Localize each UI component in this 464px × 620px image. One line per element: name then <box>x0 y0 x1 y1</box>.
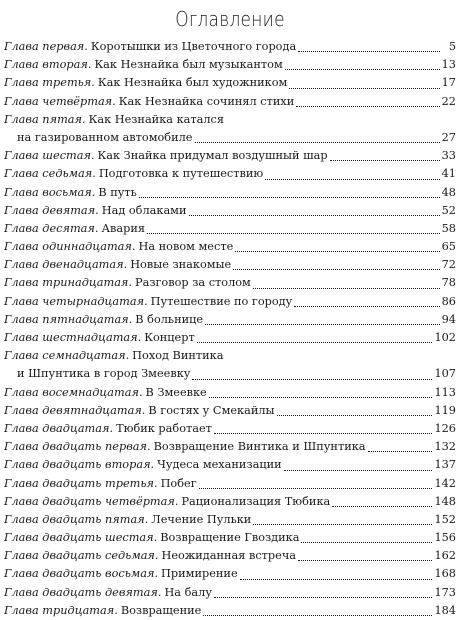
toc-entry[interactable] <box>4 256 456 274</box>
toc-entry-line <box>4 38 456 56</box>
dot-leader <box>332 506 432 507</box>
chapter-title: Как Незнайка катался <box>88 112 225 126</box>
chapter-label: Глава семнадцатая. <box>4 349 130 363</box>
toc-entry[interactable] <box>4 420 456 438</box>
toc-entry-line <box>4 511 456 529</box>
toc-entry-line-continued <box>4 365 456 383</box>
page-number: 152 <box>434 512 456 526</box>
page-number: 48 <box>441 185 456 199</box>
dot-leader <box>189 215 440 216</box>
chapter-label: Глава седьмая. <box>4 167 96 181</box>
chapter-title: На балу <box>164 585 212 599</box>
dot-leader <box>195 142 440 143</box>
toc-entry[interactable] <box>4 274 456 292</box>
chapter-title: На новом месте <box>138 240 234 254</box>
page-number: 142 <box>434 476 456 490</box>
toc-entry[interactable] <box>4 547 456 565</box>
toc-entry-line <box>4 384 456 402</box>
chapter-title-continued: на газированном автомобиле <box>17 130 193 144</box>
toc-entry-line <box>4 475 456 493</box>
chapter-label: Глава шестая. <box>4 149 95 163</box>
dot-leader <box>298 560 432 561</box>
chapter-label: Глава третья. <box>4 76 95 90</box>
chapter-title: Путешествие по городу <box>150 294 293 308</box>
chapter-label: Глава двадцать третья. <box>4 476 158 490</box>
dot-leader <box>235 251 439 252</box>
toc-entry[interactable] <box>4 202 456 220</box>
chapter-label: Глава одиннадцатая. <box>4 240 136 254</box>
toc-entry[interactable] <box>4 475 456 493</box>
dot-leader <box>289 88 439 89</box>
page-number: 113 <box>434 385 456 399</box>
toc-entry[interactable] <box>4 93 456 111</box>
toc-entry[interactable] <box>4 402 456 420</box>
toc-entry[interactable] <box>4 602 456 620</box>
chapter-label: Глава четвёртая. <box>4 94 116 108</box>
dot-leader <box>214 433 433 434</box>
chapter-title: Поход Винтика <box>132 349 224 363</box>
page-number: 52 <box>441 203 456 217</box>
toc-entry[interactable] <box>4 511 456 529</box>
chapter-title: В больнице <box>135 312 204 326</box>
page-number: 168 <box>434 567 456 581</box>
toc-entry[interactable] <box>4 384 456 402</box>
chapter-title-continued: и Шпунтика в город Змеевку <box>17 367 191 381</box>
toc-entry-line <box>4 493 456 511</box>
toc-entry-line <box>4 565 456 583</box>
chapter-label: Глава девятнадцатая. <box>4 403 146 417</box>
page-number: 184 <box>434 603 456 617</box>
chapter-title: В путь <box>98 185 137 199</box>
toc-entry-line <box>4 438 456 456</box>
chapter-title: Возвращение Винтика и Шпунтика <box>153 440 366 454</box>
toc-entry-line <box>4 584 456 602</box>
dot-leader <box>253 288 440 289</box>
chapter-label: Глава тринадцатая. <box>4 276 133 290</box>
chapter-label: Глава четырнадцатая. <box>4 294 148 308</box>
dot-leader <box>330 160 440 161</box>
chapter-title: Примирение <box>161 567 238 581</box>
chapter-label: Глава восемнадцатая. <box>4 385 143 399</box>
toc-entry-line <box>4 420 456 438</box>
toc-entry-line <box>4 402 456 420</box>
chapter-title: Как Незнайка был музыкантом <box>94 58 283 72</box>
toc-entry[interactable] <box>4 456 456 474</box>
toc-entry[interactable] <box>4 438 456 456</box>
chapter-title: Авария <box>101 221 146 235</box>
page-number: 119 <box>434 403 456 417</box>
dot-leader <box>147 233 440 234</box>
toc-entry-line-continued <box>4 129 456 147</box>
chapter-title: Новые знакомые <box>130 258 232 272</box>
chapter-label: Глава десятая. <box>4 221 99 235</box>
toc-entry[interactable] <box>4 184 456 202</box>
chapter-label: Глава двадцать шестая. <box>4 531 158 545</box>
page-number: 156 <box>434 531 456 545</box>
chapter-label: Глава двадцать четвёртая. <box>4 494 179 508</box>
page-number: 33 <box>441 149 456 163</box>
page-number: 78 <box>441 276 456 290</box>
dot-leader <box>277 415 433 416</box>
dot-leader <box>294 306 439 307</box>
toc-entry-line <box>4 274 456 292</box>
page-number: 27 <box>441 130 456 144</box>
toc-entry-line <box>4 311 456 329</box>
toc-entry[interactable] <box>4 165 456 183</box>
chapter-title: В Змеевке <box>145 385 207 399</box>
toc-entry-line <box>4 111 456 129</box>
page-number: 72 <box>441 258 456 272</box>
dot-leader <box>214 597 432 598</box>
page-number: 148 <box>434 494 456 508</box>
chapter-title: Побег <box>160 476 197 490</box>
toc-entry[interactable] <box>4 493 456 511</box>
chapter-title: Разговор за столом <box>135 276 251 290</box>
page-number: 41 <box>441 167 456 181</box>
chapter-title: Как Незнайка был художником <box>97 76 288 90</box>
chapter-label: Глава пятнадцатая. <box>4 312 133 326</box>
page-number: 107 <box>434 367 456 381</box>
dot-leader <box>233 269 439 270</box>
page-number: 173 <box>434 585 456 599</box>
page-number: 17 <box>441 76 456 90</box>
dot-leader <box>284 470 433 471</box>
chapter-title: Лечение Пульки <box>151 512 252 526</box>
toc-entry-line <box>4 547 456 565</box>
toc-entry-line <box>4 347 456 365</box>
toc-entry-line <box>4 93 456 111</box>
chapter-label: Глава тридцатая. <box>4 603 118 617</box>
chapter-label: Глава первая. <box>4 40 88 53</box>
toc-entry-line <box>4 456 456 474</box>
toc-list <box>4 38 456 620</box>
toc-entry[interactable] <box>4 329 456 347</box>
chapter-title: Возвращение <box>120 603 202 617</box>
page-number: 86 <box>441 294 456 308</box>
chapter-title: Коротышки из Цветочного города <box>90 40 297 53</box>
toc-entry[interactable] <box>4 220 456 238</box>
chapter-title: Подготовка к путешествию <box>98 167 264 181</box>
chapter-title: Неожиданная встреча <box>161 549 297 563</box>
dot-leader <box>265 179 439 180</box>
chapter-label: Глава двадцатая. <box>4 421 114 435</box>
chapter-label: Глава двенадцатая. <box>4 258 128 272</box>
chapter-title: Как Незнайка сочинял стихи <box>118 94 295 108</box>
toc-entry[interactable] <box>4 56 456 74</box>
chapter-title: Концерт <box>144 331 195 344</box>
toc-entry[interactable] <box>4 238 456 256</box>
chapter-title: Чудеса механизации <box>157 458 282 472</box>
chapter-label: Глава двадцать восьмая. <box>4 567 159 581</box>
chapter-label: Глава двадцать вторая. <box>4 458 155 472</box>
toc-entry[interactable] <box>4 293 456 311</box>
chapter-label: Глава девятая. <box>4 203 99 217</box>
dot-leader <box>199 488 433 489</box>
chapter-label: Глава двадцать девятая. <box>4 585 162 599</box>
toc-entry-line <box>4 74 456 92</box>
page-number: 22 <box>441 94 456 108</box>
toc-entry-line <box>4 602 456 620</box>
chapter-label: Глава шестнадцатая. <box>4 331 142 344</box>
page-number: 132 <box>434 440 456 454</box>
chapter-label: Глава двадцать первая. <box>4 440 151 454</box>
dot-leader <box>285 69 440 70</box>
dot-leader <box>197 342 433 343</box>
toc-entry-line <box>4 238 456 256</box>
toc-entry-line <box>4 147 456 165</box>
dot-leader <box>139 197 440 198</box>
dot-leader <box>296 106 439 107</box>
page-number: 65 <box>441 240 456 254</box>
dot-leader <box>368 451 433 452</box>
chapter-label: Глава восьмая. <box>4 185 96 199</box>
toc-entry-line <box>4 56 456 74</box>
toc-entry-line <box>4 165 456 183</box>
chapter-title: В гостях у Смекайлы <box>148 403 275 417</box>
toc-entry[interactable] <box>4 347 456 383</box>
page-number: 58 <box>441 221 456 235</box>
page-number: 126 <box>434 421 456 435</box>
toc-entry-line <box>4 202 456 220</box>
chapter-label: Глава двадцать пятая. <box>4 512 149 526</box>
page-number: 13 <box>441 58 456 72</box>
chapter-label: Глава двадцать седьмая. <box>4 549 159 563</box>
toc-entry-line <box>4 529 456 547</box>
toc-entry-line <box>4 220 456 238</box>
chapter-title: Тюбик работает <box>116 421 212 435</box>
toc-entry[interactable] <box>4 584 456 602</box>
page-title: Оглавление <box>175 7 285 31</box>
toc-entry[interactable] <box>4 529 456 547</box>
chapter-label: Глава пятая. <box>4 112 86 126</box>
page-number: 137 <box>434 458 456 472</box>
toc-entry[interactable] <box>4 74 456 92</box>
toc-entry[interactable] <box>4 311 456 329</box>
toc-entry[interactable] <box>4 147 456 165</box>
chapter-label: Глава вторая. <box>4 58 92 72</box>
toc-entry[interactable] <box>4 38 456 56</box>
toc-entry-line <box>4 329 456 347</box>
dot-leader <box>253 524 432 525</box>
dot-leader <box>301 542 432 543</box>
dot-leader <box>192 379 432 380</box>
toc-entry-line <box>4 184 456 202</box>
toc-entry[interactable] <box>4 565 456 583</box>
dot-leader <box>205 324 440 325</box>
chapter-title: Над облаками <box>101 203 187 217</box>
dot-leader <box>209 397 433 398</box>
page-number: 5 <box>448 40 456 53</box>
dot-leader <box>203 615 432 616</box>
toc-entry-line <box>4 293 456 311</box>
page-number: 94 <box>441 312 456 326</box>
dot-leader <box>240 579 433 580</box>
toc-entry-line <box>4 256 456 274</box>
toc-entry[interactable] <box>4 111 456 147</box>
chapter-title: Как Знайка придумал воздушный шар <box>97 149 328 163</box>
dot-leader <box>298 51 440 52</box>
chapter-title: Возвращение Гвоздика <box>160 531 300 545</box>
page-number: 102 <box>434 331 456 344</box>
chapter-title: Рационализация Тюбика <box>181 494 331 508</box>
page-number: 162 <box>434 549 456 563</box>
